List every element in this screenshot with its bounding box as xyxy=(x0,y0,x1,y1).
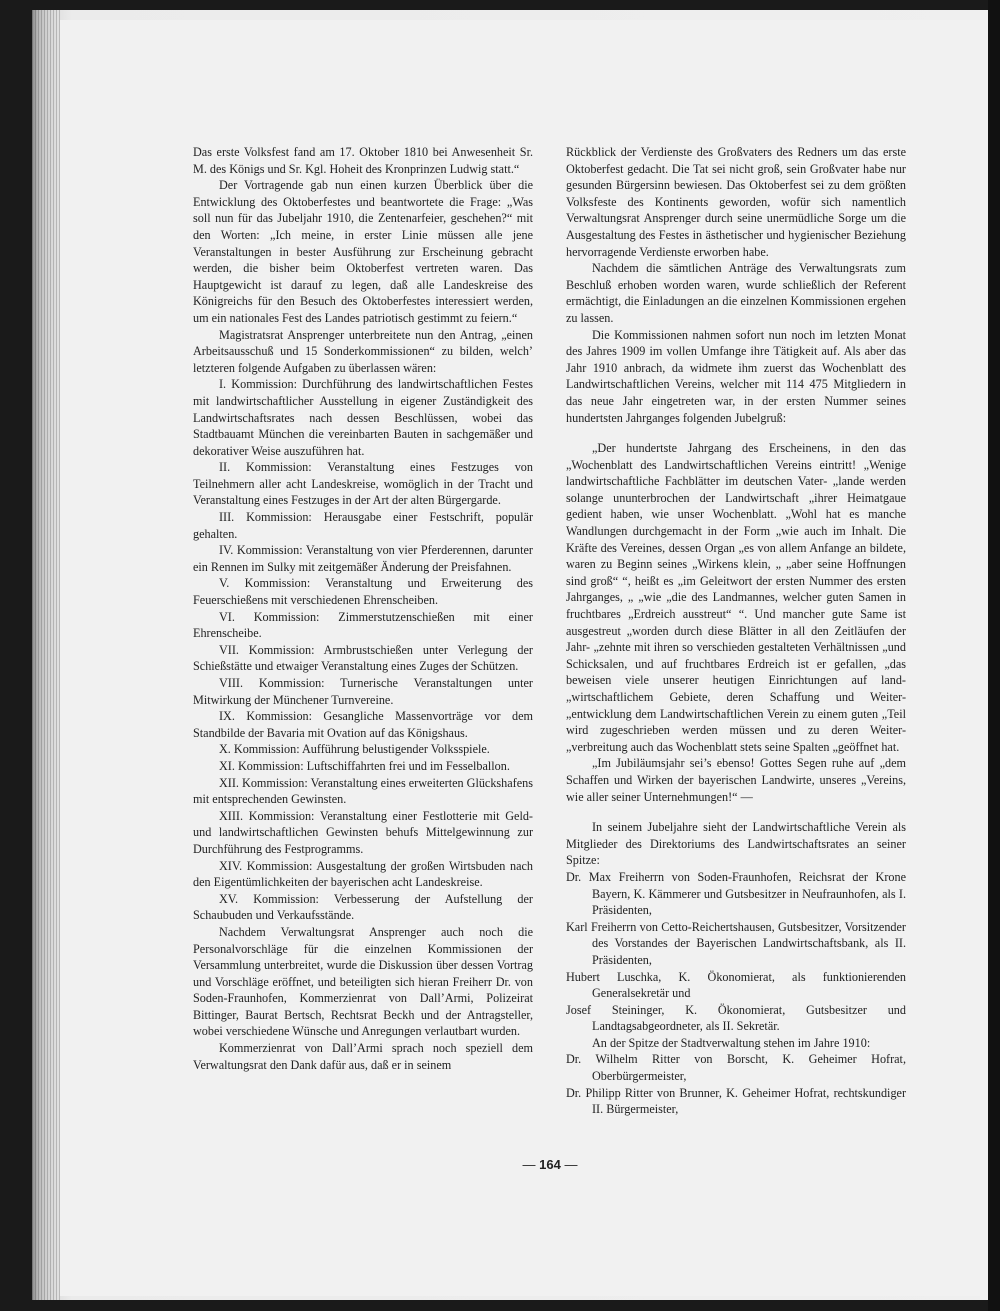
page-number: 164 xyxy=(539,1157,561,1172)
paragraph: II. Kommission: Veranstaltung eines Festzuges von Teilnehmern aller acht Landeskreise, womöglich in der Tracht und Veranstaltung eines Festzuges in der Art der alten Bürgergarde. xyxy=(193,460,533,508)
paragraph: XI. Kommission: Luftschiffahrten frei und im Fesselballon. xyxy=(219,758,510,773)
paragraph: X. Kommission: Aufführung belustigender Volksspiele. xyxy=(219,742,490,757)
name-entry: Dr. Philipp Ritter von Brunner, K. Geheimer Hofrat, rechtskundiger II. Bürgermeister, xyxy=(566,1085,906,1117)
right-column xyxy=(566,144,906,1118)
paragraph: Rückblick der Verdienste des Großvaters des Redners um das erste Oktoberfest gedacht. Die Tat sei nicht groß, sein Großvater habe nur gesunden Bürgersinn bewiesen. Das Oktoberfest sei zu dem größten Volksfeste des Kontinents geworden, wofür sich namentlich Verwaltungsrat Ansprenger durch seine unermüdliche Sorge um die Ausgestaltung des Festes in ästhetischer und hygienischer Beziehung hervorragende Verdienste erworben habe. xyxy=(566,145,906,259)
paragraph: III. Kommission: Herausgabe einer Festschrift, populär gehalten. xyxy=(193,510,533,541)
paragraph: Kommerzienrat von Dall’Armi sprach noch speziell dem Verwaltungsrat den Dank dafür aus, daß er in seinem xyxy=(193,1041,533,1072)
paragraph: In seinem Jubeljahre sieht der Landwirtschaftliche Verein als Mitglieder des Direktoriums des Landwirtschaftsrates an seiner Spitze: xyxy=(566,820,906,868)
paragraph: XIV. Kommission: Ausgestaltung der großen Wirtsbuden nach den Eigentümlichkeiten der bayerischen acht Landeskreise. xyxy=(193,858,533,890)
left-column xyxy=(193,144,533,1073)
paragraph-gap xyxy=(566,426,906,440)
paragraph: XIII. Kommission: Veranstaltung einer Festlotterie mit Geld- und landwirtschaftlichen Gewinsten behufs Mittelgewinnung zur Durchführung des Festprogramms. xyxy=(193,808,533,856)
name-entry: Dr. Wilhelm Ritter von Borscht, K. Geheimer Hofrat, Oberbürgermeister, xyxy=(566,1052,906,1084)
paragraph: Magistratsrat Ansprenger unterbreitete nun den Antrag, „einen Arbeitsausschuß und 15 Sonderkommissionen“ zu bilden, welch’ letzteren folgende Aufgaben zu überlassen wären: xyxy=(193,327,533,375)
name-entry: Josef Steininger, K. Ökonomierat, Gutsbesitzer und Landtagsabgeordneter, als II. Sekretär. xyxy=(566,1002,906,1034)
paragraph: VIII. Kommission: Turnerische Veranstaltungen unter Mitwirkung der Münchener Turnvereine. xyxy=(193,676,533,707)
folio-dash-left: — xyxy=(522,1157,536,1172)
paragraph: VII. Kommission: Armbrustschießen unter Verlegung der Schießstätte und etwaiger Veranstaltung eines Zuges der Schützen. xyxy=(193,642,533,674)
paragraph: IV. Kommission: Veranstaltung von vier Pferderennen, darunter ein Rennen im Sulky mit zeitgemäßer Änderung der Preisfahnen. xyxy=(193,543,533,574)
paragraph: IX. Kommission: Gesangliche Massenvorträge vor dem Standbilde der Bavaria mit Ovation auf das Königshaus. xyxy=(193,709,533,740)
page-edges xyxy=(32,10,60,1300)
paragraph: Der Vortragende gab nun einen kurzen Überblick über die Entwicklung des Oktoberfestes und beantwortete die Frage: „Was soll nun für das Jubeljahr 1910, die Zentenarfeier, geschehen?“ mit den Worten: „Ich meine, in erster Linie müssen alle jene Veranstaltungen in bester Ausführung zur Erscheinung gebracht werden, die bisher beim Oktoberfest vertreten waren. Das Hauptgewicht ist darauf zu legen, daß alle Landeskreise des Königreichs für den Besuch des Oktoberfestes interessiert werden, um ein nationales Fest des Landes patriotisch gestimmt zu feiern.“ xyxy=(193,178,533,325)
paragraph: Nachdem die sämtlichen Anträge des Verwaltungsrats zum Beschluß erhoben worden waren, wurde schließlich der Referent ermächtigt, die Einladungen an die einzelnen Kommissionen ergehen zu lassen. xyxy=(566,261,906,325)
paragraph: Das erste Volksfest fand am 17. Oktober 1810 bei Anwesenheit Sr. M. des Königs und Sr. Kgl. Hoheit des Kronprinzen Ludwig statt.“ xyxy=(193,145,533,176)
paragraph: „Der hundertste Jahrgang des Erscheinens, in den das „Wochenblatt des Landwirtschaftlichen Vereins eintritt! „Wenige landwirtschaftliche Fachblätter im deutschen Vater- „lande werden solange ununterbrochen der Landwirtschaft „ihrer Heimatgaue gedient haben, wie unser Wochenblatt. „Wohl hat es manche Wandlungen durchgemacht in der Form „wie auch im Inhalt. Die Kräfte des Vereines, dessen Organ „es von allem Anfange an bildete, waren zu Beginn seines „Wirkens klein, „ „aber seine Hoffnungen sind groß“ “, heißt es „im Geleitwort der ersten Nummer des ersten Jahrganges, „ „wie „die des Landmannes, welcher guten Samen in fruchtbares „Erdreich ausstreut“ “. Und mancher gute Same ist ausgestreut „worden durch diese Blätter in all den Zeitläufen der Jahr- „zehnte mit ihren so verschieden gestalteten Verhältnissen „und Schicksalen, und auf fruchtbares Erdreich ist er gefallen, „das beweisen viele unserer heutigen Einrichtungen auf land- „wirtschaftlichem Gebiete, deren Schaffung und Weiter- „entwicklung dem Landwirtschaftlichen Verein zu einem guten „Teil wird zugeschrieben werden müssen und zu deren Weiter- „verbreitung auch das Wochenblatt stets seine Spalten „geöffnet hat. xyxy=(566,441,906,754)
paragraph: Nachdem Verwaltungsrat Ansprenger auch noch die Personalvorschläge für die einzelnen Kommissionen der Versammlung unterbreitet, wurde die Diskussion über dessen Vortrag und Vorschläge eröffnet, und beteiligten sich hieran Freiherr Dr. von Soden-Fraunhofen, Kommerzienrat von Dall’Armi, Polizeirat Bittinger, Baurat Bertsch, Rechtsrat Beckh und der Antragsteller, wobei verschiedene Wünsche und Anregungen verlautbart wurden. xyxy=(193,924,533,1039)
paragraph: V. Kommission: Veranstaltung und Erweiterung des Feuerschießens mit verschiedenen Ehrenscheiben. xyxy=(193,576,533,608)
name-entry: Karl Freiherrn von Cetto-Reichertshausen, Gutsbesitzer, Vorsitzender des Vorstandes der Bayerischen Landwirtschaftsbank, als II. Präsidenten, xyxy=(566,919,906,967)
page-footer xyxy=(500,1157,600,1172)
paragraph: VI. Kommission: Zimmerstutzenschießen mit einer Ehrenscheibe. xyxy=(193,609,533,641)
paragraph: Die Kommissionen nahmen sofort nun noch im letzten Monat des Jahres 1909 im vollen Umfange ihre Tätigkeit auf. Als aber das Jahr 1910 anbrach, da widmete ihm zuerst das Wochenblatt des Landwirtschaftlichen Vereins, welcher mit 114 475 Mitgliedern in das neue Jahr eingetreten war, in der ersten Nummer seines hundertsten Jahrganges folgenden Jubelgruß: xyxy=(566,327,906,425)
scan-border xyxy=(988,0,1000,1311)
paragraph: I. Kommission: Durchführung des landwirtschaftlichen Festes mit landwirtschaftlicher Ausstellung in eigener Zuständigkeit des Landwirtschaftsrates nach dessen Beschlüssen, wobei das Stadtbauamt München die vereinbarten Bauten in sachgemäßer und dekorativer Weise auszuführen hat. xyxy=(193,377,533,458)
paragraph: An der Spitze der Stadtverwaltung stehen im Jahre 1910: xyxy=(592,1035,871,1050)
paragraph: XII. Kommission: Veranstaltung eines erweiterten Glückshafens mit entsprechenden Gewinsten. xyxy=(193,775,533,807)
folio-dash-right: — xyxy=(564,1157,578,1172)
paragraph-gap xyxy=(566,805,906,819)
name-entry: Dr. Max Freiherrn von Soden-Fraunhofen, Reichsrat der Krone Bayern, K. Kämmerer und Gutsbesitzer in Neufraunhofen, als I. Präsidenten, xyxy=(566,869,906,918)
paragraph: XV. Kommission: Verbesserung der Aufstellung der Schaubuden und Verkaufsstände. xyxy=(193,891,533,923)
name-entry: Hubert Luschka, K. Ökonomierat, als funktionierenden Generalsekretär und xyxy=(566,969,906,1001)
paragraph: „Im Jubiläumsjahr sei’s ebenso! Gottes Segen ruhe auf „dem Schaffen und Wirken der bayerischen Landwirte, unseres „Vereins, wie aller seiner Unternehmungen!“ — xyxy=(566,756,906,804)
